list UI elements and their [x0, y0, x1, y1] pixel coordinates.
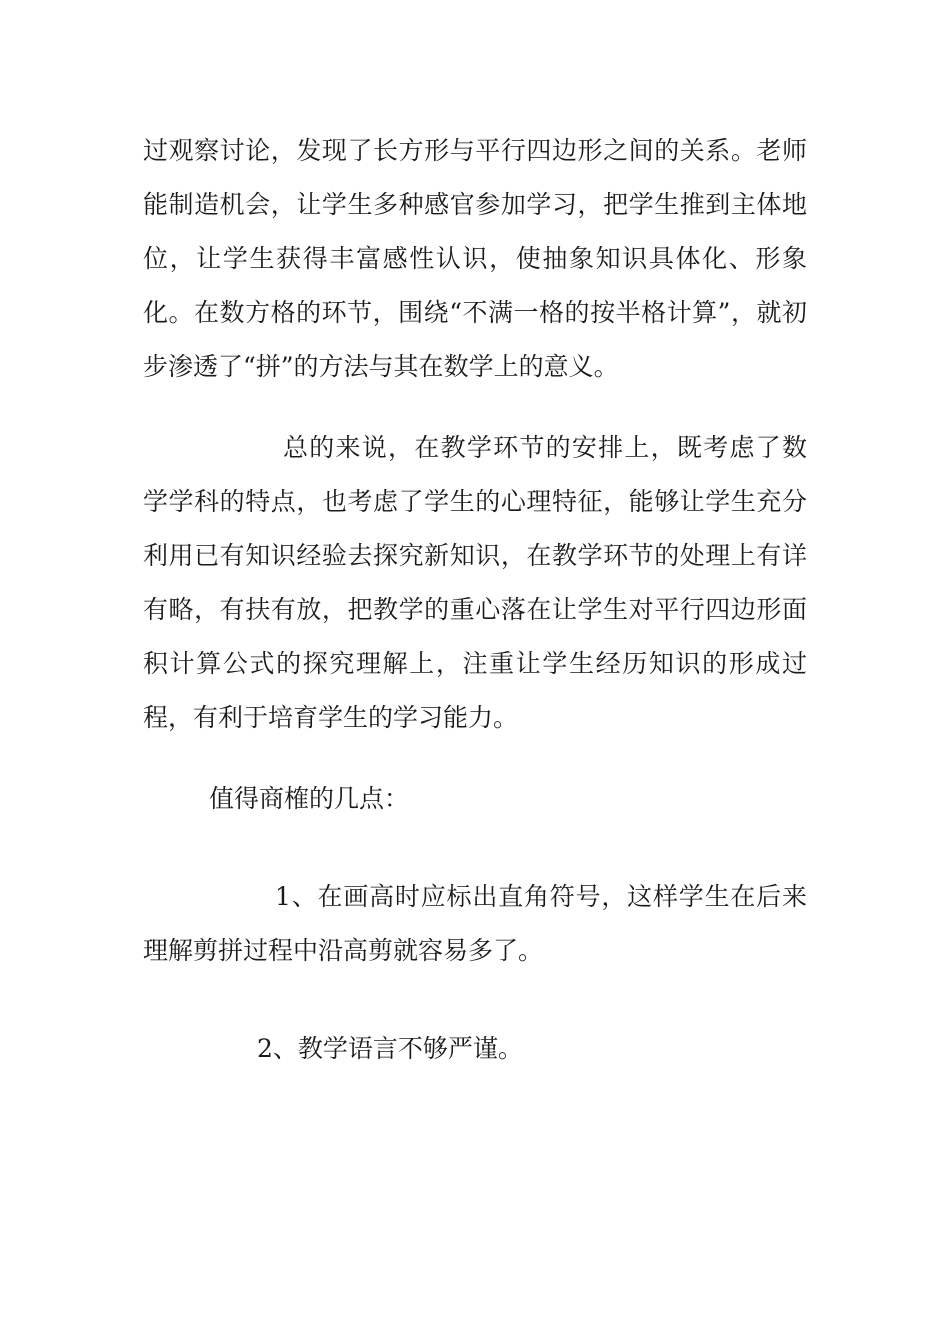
list-item-1: 1、在画高时应标出直角符号，这样学生在后来理解剪拼过程中沿高剪就容易多了。	[143, 882, 807, 965]
section-heading-discussion-points: 值得商榷的几点：	[209, 784, 410, 813]
paragraph-summary: 总的来说，在教学环节的安排上，既考虑了数学学科的特点，也考虑了学生的心理特征，能够让学生充分利用已有知识经验去探究新知识，在教学环节的处理上有详有略，有扶有放，把教学的重心落在让学生对平行四边形面积计算公式的探究理解上，注重让学生经历知识的形成过程，有利于培育学生的学习能力。	[143, 433, 807, 732]
paragraph-continuation: 过观察讨论，发现了长方形与平行四边形之间的关系。老师能制造机会，让学生多种感官参加学习，把学生推到主体地位，让学生获得丰富感性认识，使抽象知识具体化、形象化。在数方格的环节，围绕“不满一格的按半格计算”，就初步渗透了“拼”的方法与其在数学上的意义。	[143, 136, 807, 381]
list-item-2: 2、教学语言不够严谨。	[257, 1034, 523, 1063]
